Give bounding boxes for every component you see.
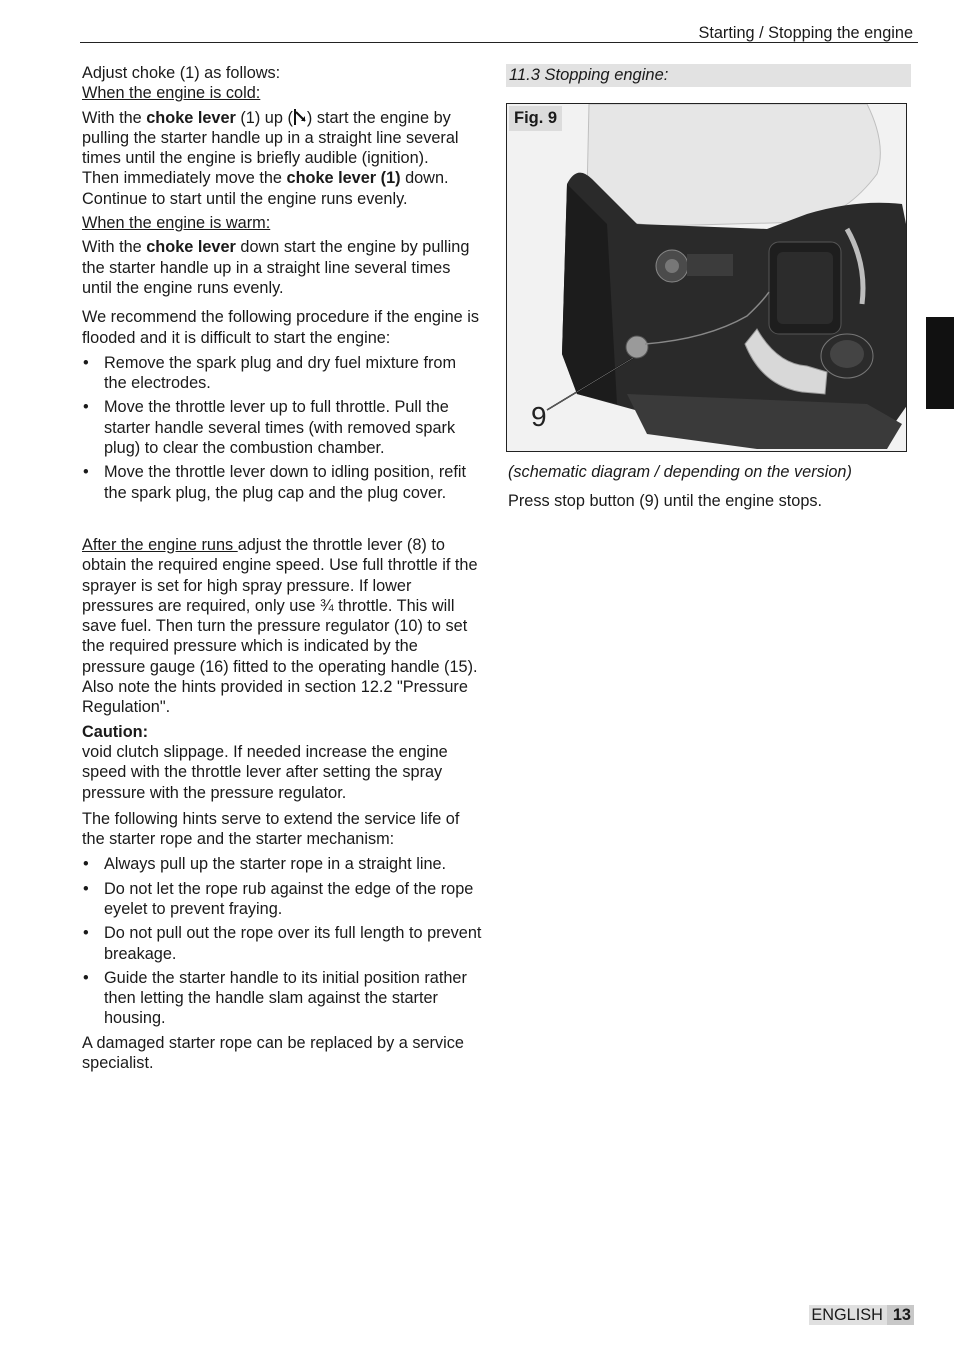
flooded-list: [82, 353, 482, 503]
header-divider: [80, 42, 918, 43]
choke-closed-icon: [293, 108, 307, 126]
left-column: [82, 63, 482, 1073]
hints-paragraph: The following hints serve to extend the service life of the starter rope and the starter mechanism:: [82, 809, 460, 849]
page-number: 13: [887, 1305, 914, 1325]
caution-text: void clutch slippage. If needed increase the engine speed with the throttle lever after setting the spray pressure with the pressure regulator.: [82, 742, 448, 802]
cold-paragraph-1: With the choke lever (1) up ( ) start the engine by pulling the starter handle up in a straight line several times until the engine is briefly audible (ignition).: [82, 108, 459, 168]
figure-label: Fig. 9: [509, 106, 562, 131]
flooded-paragraph: We recommend the following procedure if the engine is flooded and it is difficult to start the engine:: [82, 308, 479, 347]
list-item: • Always pull up the starter rope in a straight line.: [82, 854, 482, 874]
choke-intro: Adjust choke (1) as follows:: [82, 64, 281, 82]
hints-list: [82, 854, 482, 1028]
list-item: • Move the throttle lever down to idling position, refit the spark plug, the plug cap and the plug cover.: [82, 462, 482, 503]
also-note-paragraph: Also note the hints provided in section 12.2 "Pressure Regulation".: [82, 678, 468, 717]
right-column: [506, 64, 911, 512]
warm-heading: When the engine is warm:: [82, 214, 271, 233]
after-engine-runs-paragraph: After the engine runs adjust the throttle lever (8) to obtain the required engine speed. Use full throttle if the sprayer is set for high spray pressure. If lower pressures are required, only use ¾ throttle. This will save fuel. Then turn the pressure regulator (10) to set the required pressure which is indicated by the pressure gauge (16) fitted to the operating handle (15).: [82, 535, 478, 676]
running-header: Starting / Stopping the engine: [698, 24, 913, 42]
section-heading: 11.3 Stopping engine:: [506, 64, 911, 87]
cold-heading: When the engine is cold:: [82, 84, 261, 103]
cold-paragraph-2: Then immediately move the choke lever (1) down. Continue to start until the engine runs evenly.: [82, 169, 449, 208]
section-thumb-tab: [926, 317, 954, 409]
list-item: • Guide the starter handle to its initial position rather then letting the handle slam against the starter housing.: [82, 968, 482, 1029]
figure-caption: (schematic diagram / depending on the version): [508, 463, 852, 481]
damaged-rope-paragraph: A damaged starter rope can be replaced by a service specialist.: [82, 1033, 464, 1073]
figure-9: [506, 103, 907, 452]
footer-language: ENGLISH: [809, 1305, 886, 1325]
engine-photo: [507, 104, 907, 452]
page-footer: [809, 1305, 914, 1325]
warm-paragraph: With the choke lever down start the engine by pulling the starter handle up in a straight line several times until the engine runs evenly.: [82, 238, 470, 297]
callout-number: 9: [531, 401, 547, 432]
list-item: • Do not let the rope rub against the edge of the rope eyelet to prevent fraying.: [82, 879, 482, 920]
list-item: • Move the throttle lever up to full throttle. Pull the starter handle several times (with removed spark plug) to clear the combustion chamber.: [82, 397, 482, 458]
list-item: • Do not pull out the rope over its full length to prevent breakage.: [82, 923, 482, 964]
list-item: • Remove the spark plug and dry fuel mixture from the electrodes.: [82, 353, 482, 394]
stop-instruction: Press stop button (9) until the engine stops.: [508, 492, 823, 511]
caution-label: Caution:: [82, 722, 149, 741]
